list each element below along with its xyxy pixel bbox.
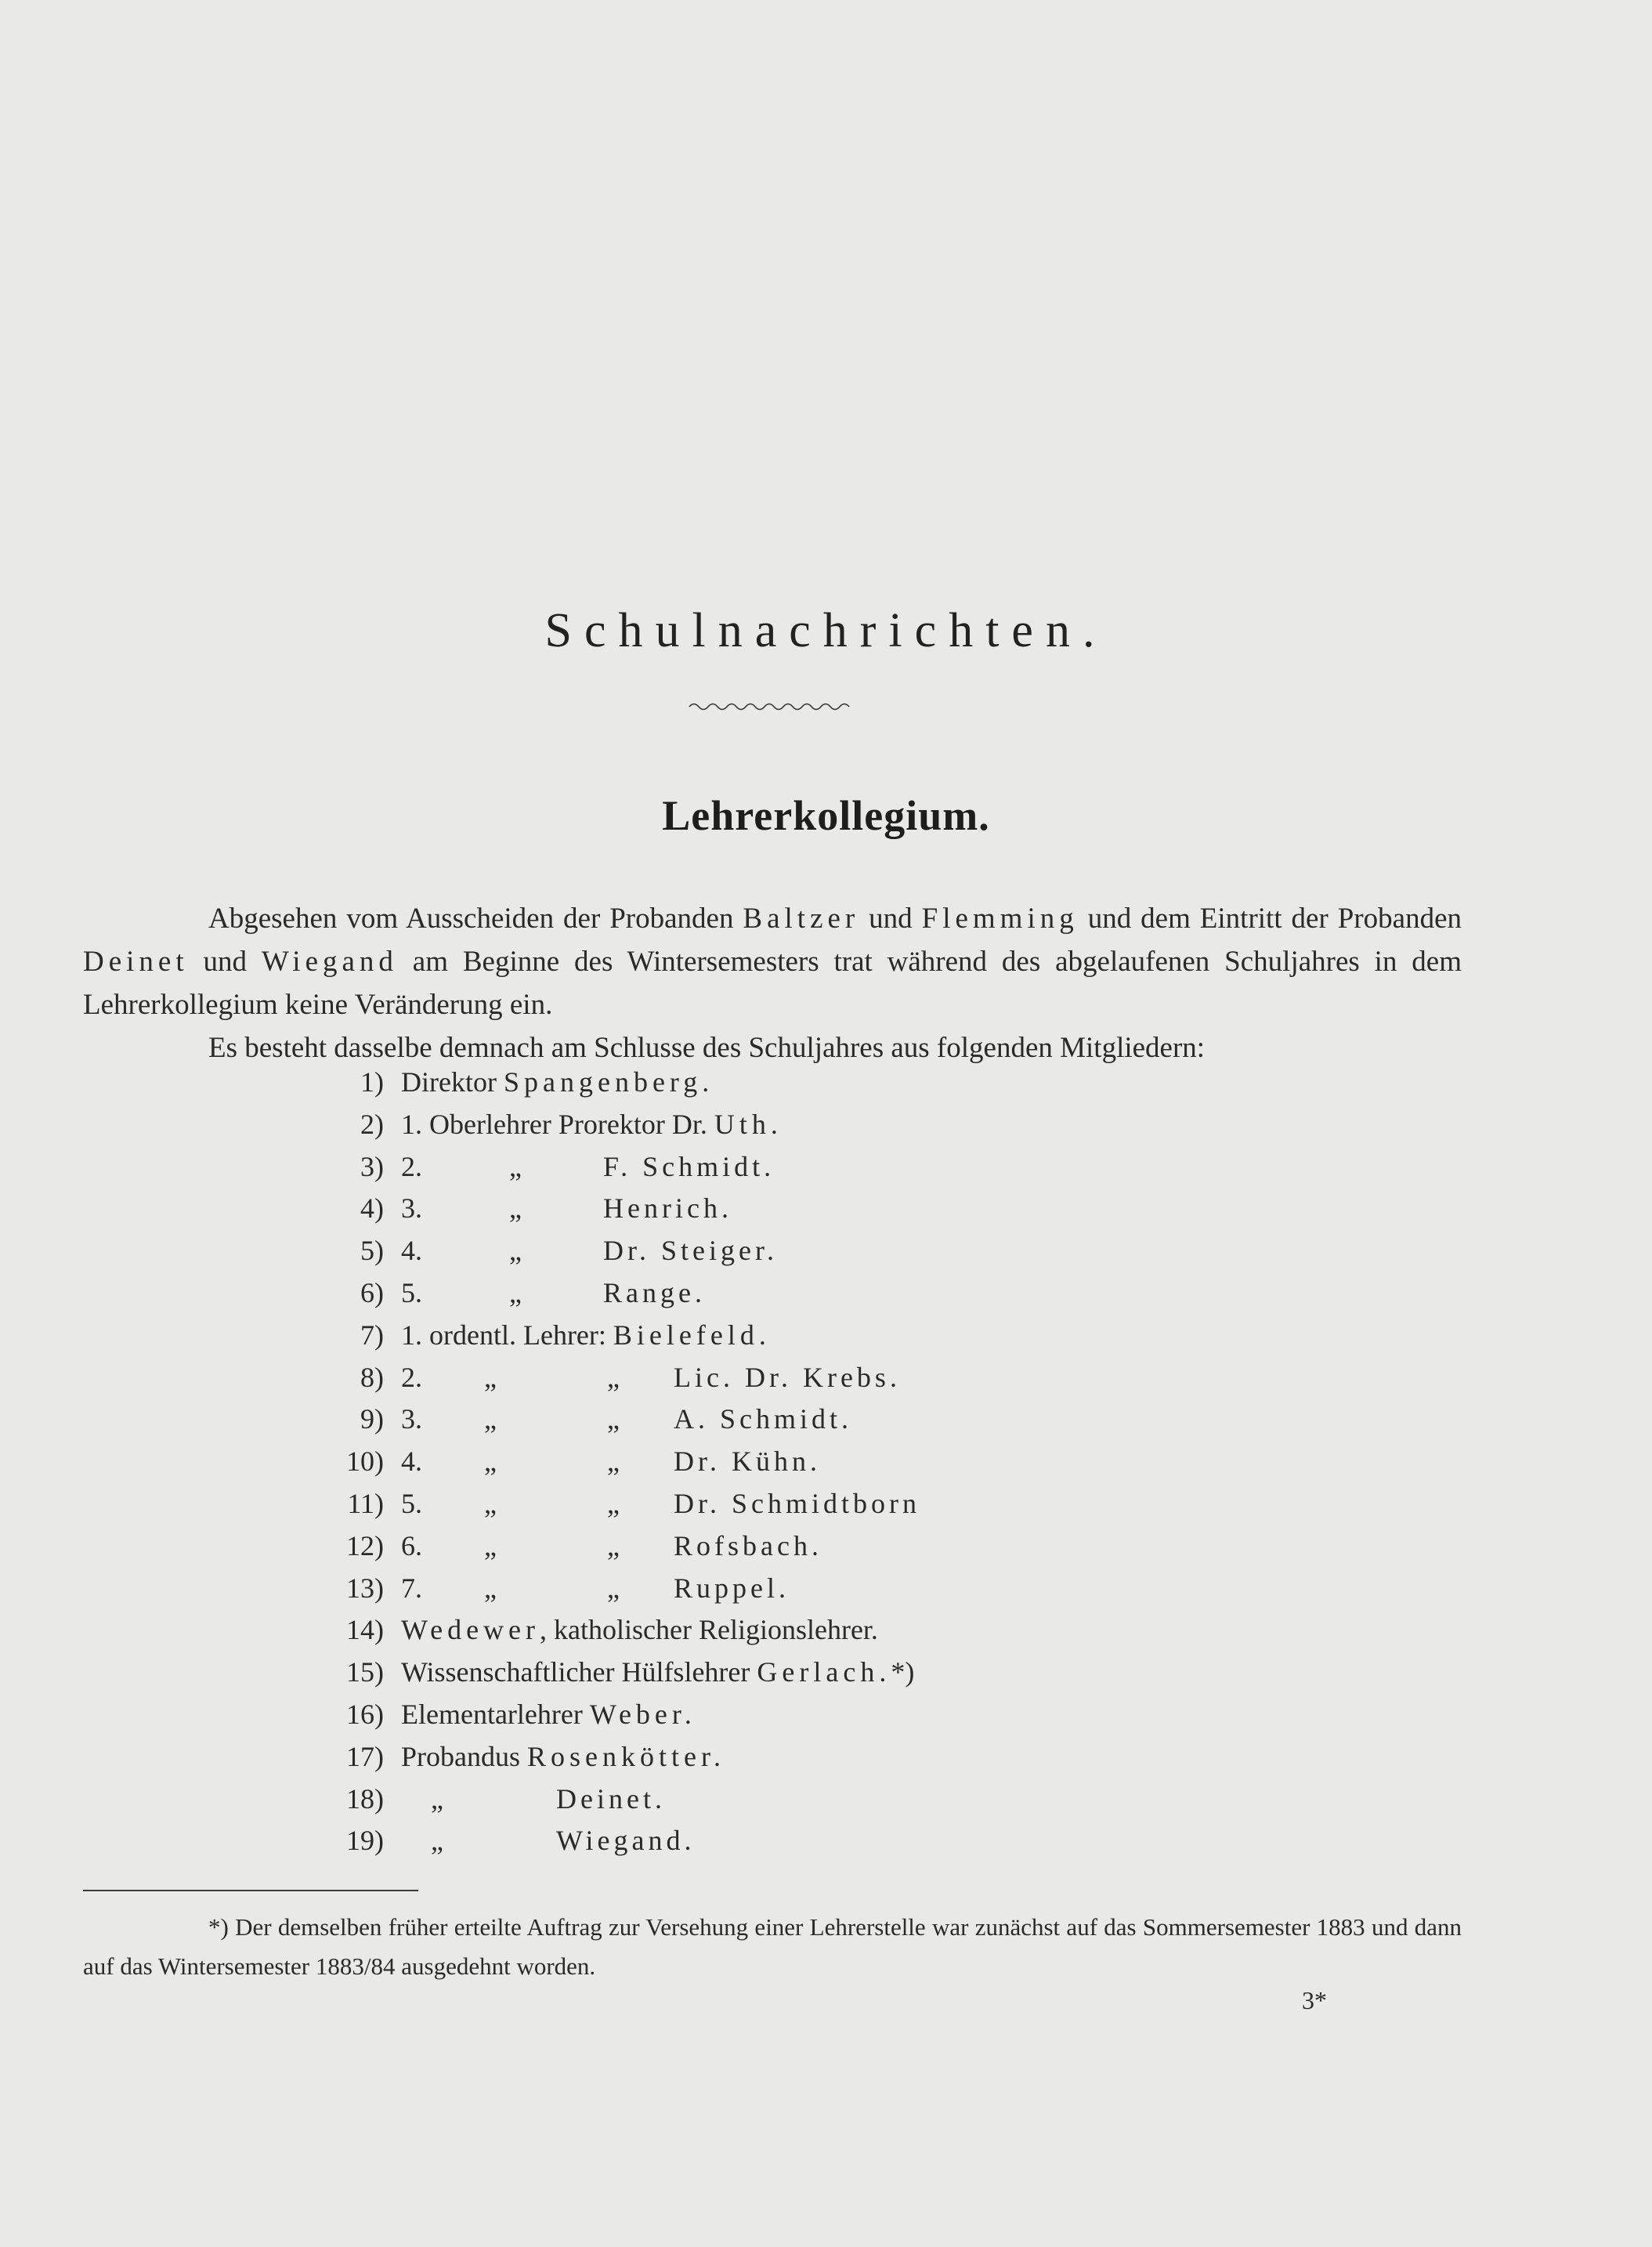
footnote-text: *) Der demselben früher erteilte Auftrag zur Versehung einer Lehrerstelle war zunächst auf das Sommersemester 1883 und dann auf das Wintersemester 1883/84 ausgedehnt worden.: [83, 1913, 1462, 1980]
member-title: Direktor: [401, 1066, 504, 1098]
member-title: 1. Oberlehrer Prorektor Dr.: [401, 1108, 714, 1140]
ditto-mark: „: [607, 1361, 620, 1393]
intro-text-2: und: [859, 903, 922, 935]
name-flemming: Flemming: [921, 903, 1079, 935]
name-wiegand: Wiegand: [261, 946, 398, 978]
ditto-mark: „: [484, 1529, 497, 1561]
member-name: Uth.: [714, 1108, 783, 1140]
member-number: 15): [346, 1656, 384, 1688]
member-number: 13): [346, 1572, 384, 1604]
ditto-mark: „: [509, 1192, 522, 1225]
member-name: Henrich.: [603, 1192, 732, 1225]
member-number: 12): [346, 1529, 384, 1561]
member-number: 8): [360, 1361, 384, 1393]
member-name: Dr. Steiger.: [603, 1235, 778, 1267]
member-note: , katholischer Religionslehrer.: [540, 1614, 878, 1646]
member-name: A. Schmidt.: [674, 1403, 853, 1435]
member-rank: 5.: [401, 1276, 422, 1308]
member-name: Weber.: [589, 1698, 696, 1730]
member-rank: 4.: [401, 1446, 422, 1478]
intro-text-3: und dem Eintritt der Probanden: [1078, 903, 1462, 935]
ditto-mark: „: [509, 1235, 522, 1267]
member-note: *): [891, 1656, 915, 1688]
member-title: Probandus: [401, 1740, 527, 1772]
member-number: 5): [360, 1235, 384, 1267]
member-name: Deinet.: [556, 1782, 666, 1815]
member-name: Lic. Dr. Krebs.: [674, 1361, 901, 1393]
member-entry: [401, 1740, 725, 1773]
member-rank: 7.: [401, 1572, 422, 1604]
members-intro: [83, 1026, 1462, 1069]
member-name: Spangenberg.: [503, 1066, 714, 1098]
member-name: Dr. Schmidtborn: [674, 1487, 920, 1519]
member-entry: [401, 1698, 696, 1731]
member-title: Wissenschaftlicher Hülfslehrer: [401, 1656, 757, 1688]
member-number: 16): [346, 1698, 384, 1730]
member-name: Range.: [603, 1276, 706, 1308]
members-intro-text: Es besteht dasselbe demnach am Schlusse des Schuljahres aus folgenden Mitgliedern:: [208, 1032, 1206, 1064]
member-number: 1): [360, 1066, 384, 1098]
member-number: 6): [360, 1276, 384, 1308]
ditto-mark: „: [607, 1487, 620, 1519]
ditto-mark: „: [484, 1487, 497, 1519]
ditto-mark: „: [484, 1403, 497, 1435]
member-entry: [401, 1655, 914, 1688]
ditto-mark: „: [509, 1150, 522, 1182]
intro-text-1: Abgesehen vom Ausscheiden der Probanden: [208, 903, 743, 935]
member-entry: [401, 1613, 878, 1646]
ditto-mark: „: [607, 1403, 620, 1435]
intro-text-4: und: [188, 946, 262, 978]
footnote-rule: [83, 1890, 418, 1891]
ditto-mark: „: [607, 1529, 620, 1561]
ditto-mark: „: [509, 1276, 522, 1308]
member-rank: 5.: [401, 1487, 422, 1519]
ditto-mark: „: [607, 1446, 620, 1478]
member-rank: 6.: [401, 1529, 422, 1561]
member-rank: 2.: [401, 1361, 422, 1393]
name-deinet: Deinet: [83, 946, 189, 978]
member-name: Gerlach.: [757, 1656, 891, 1688]
member-title: Elementarlehrer: [401, 1698, 590, 1730]
page-number: 3*: [1302, 1986, 1327, 2014]
section-heading: Lehrerkollegium.: [662, 792, 990, 839]
member-name: Wedewer: [401, 1614, 540, 1646]
ditto-mark: „: [431, 1782, 443, 1815]
member-name: F. Schmidt.: [603, 1150, 775, 1182]
member-name: Rofsbach.: [674, 1529, 822, 1561]
member-number: 18): [346, 1782, 384, 1815]
member-entry: [401, 1319, 771, 1351]
member-entry: [401, 1108, 783, 1141]
member-number: 4): [360, 1192, 384, 1225]
member-number: 3): [360, 1150, 384, 1182]
member-name: Bielefeld.: [613, 1319, 771, 1351]
intro-paragraph: [83, 897, 1462, 1026]
intro-text-5: am Beginne des Wintersemesters trat während des abgelaufenen Schuljahres in dem Lehrerkollegium keine Veränderung ein.: [83, 946, 1462, 1021]
member-rank: 4.: [401, 1235, 422, 1267]
member-name: Wiegand.: [556, 1825, 696, 1857]
member-name: Ruppel.: [674, 1572, 790, 1604]
page-title: Schulnachrichten.: [544, 604, 1108, 657]
ditto-mark: „: [431, 1825, 443, 1857]
member-name: Rosenkötter.: [527, 1740, 725, 1772]
member-rank: 3.: [401, 1403, 422, 1435]
ditto-mark: „: [607, 1572, 620, 1604]
name-baltzer: Baltzer: [743, 903, 860, 935]
member-title: 1. ordentl. Lehrer:: [401, 1319, 613, 1351]
member-rank: 3.: [401, 1192, 422, 1225]
member-number: 9): [360, 1403, 384, 1435]
member-number: 14): [346, 1614, 384, 1646]
member-rank: 2.: [401, 1150, 422, 1182]
ditto-mark: „: [484, 1572, 497, 1604]
member-number: 17): [346, 1740, 384, 1772]
footnote: [83, 1908, 1462, 1986]
member-number: 10): [346, 1446, 384, 1478]
member-number: 2): [360, 1108, 384, 1140]
member-number: 11): [347, 1487, 384, 1519]
member-entry: [401, 1066, 714, 1098]
member-number: 19): [346, 1825, 384, 1857]
member-name: Dr. Kühn.: [674, 1446, 821, 1478]
ditto-mark: „: [484, 1361, 497, 1393]
ditto-mark: „: [484, 1446, 497, 1478]
decorative-flourish: [688, 699, 852, 715]
member-number: 7): [360, 1319, 384, 1351]
